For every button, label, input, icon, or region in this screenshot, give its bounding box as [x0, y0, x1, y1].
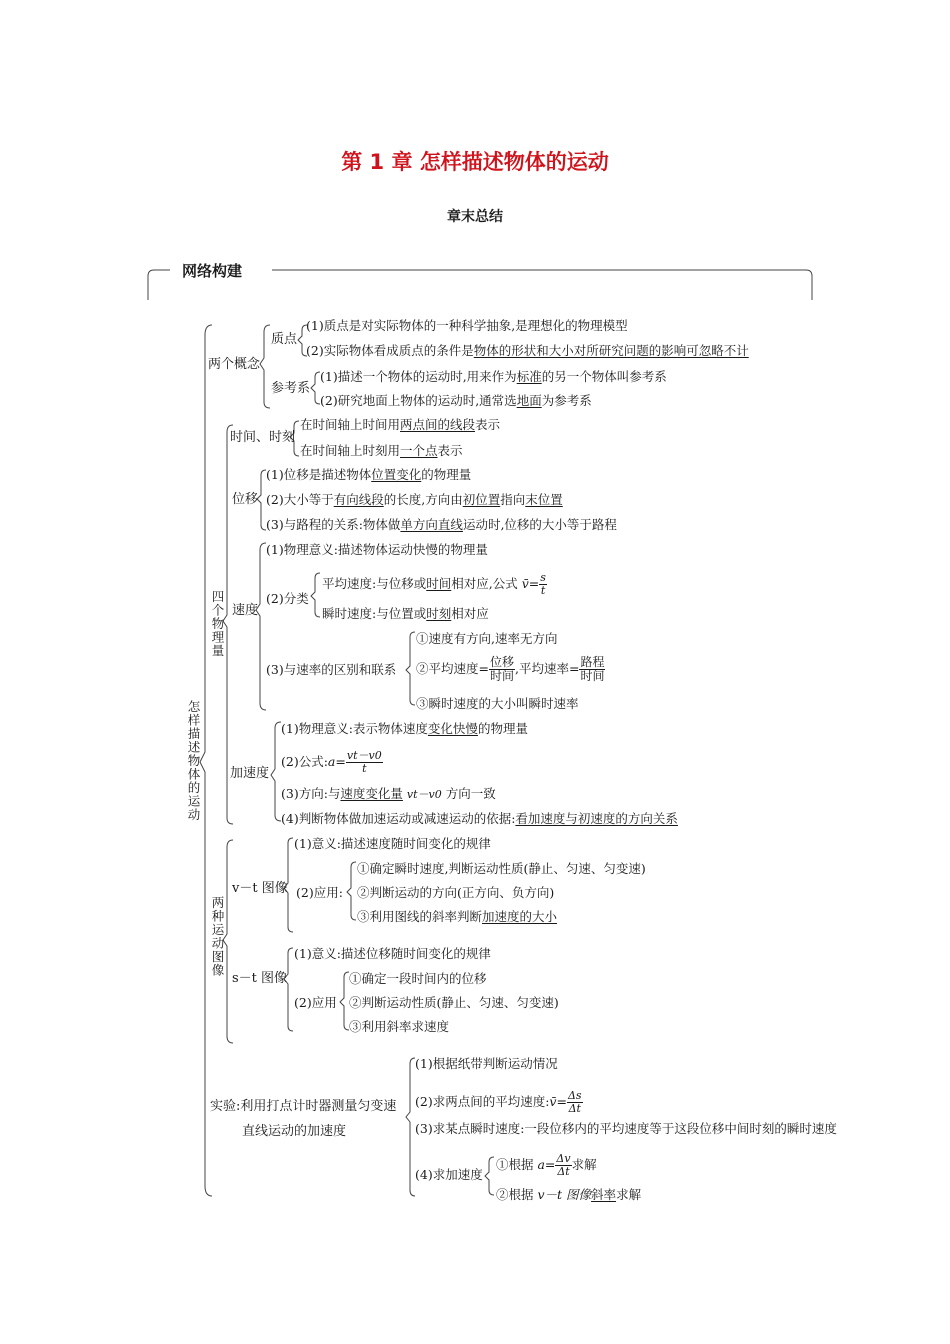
acc-label: 加速度 — [230, 766, 270, 781]
vel-rate-3: ③瞬时速度的大小叫瞬时速率 — [416, 696, 579, 711]
exp-label-1: 实验:利用打点计时器测量匀变速 — [210, 1099, 397, 1114]
vt-app-3: ③利用图线的斜率判断加速度的大小 — [357, 909, 558, 924]
exp-brace — [406, 1058, 415, 1196]
exp-acc-1: ①根据 a= $\frac{\Delta v}{\Delta t}$ 求解 — [496, 1152, 597, 1178]
section-frame-right — [272, 270, 812, 300]
exp-acc-2: ②根据 v－t 图像斜率求解 — [496, 1187, 642, 1202]
st-line-2: (2)应用 — [294, 995, 337, 1010]
particle-label: 质点 — [271, 332, 298, 347]
frame-line-1: (1)描述一个物体的运动时,用来作为标准的另一个物体叫参考系 — [320, 369, 667, 384]
vel-line-3: (3)与速率的区别和联系 — [266, 662, 397, 677]
graphs-label: 两种运动图像 — [210, 896, 225, 977]
vel-rate-1: ①速度有方向,速率无方向 — [416, 631, 558, 646]
acc-line-4: (4)判断物体做加速运动或减速运动的依据:看加速度与初速度的方向关系 — [281, 811, 678, 826]
vt-app-2: ②判断运动的方向(正方向、负方向) — [357, 885, 555, 900]
disp-label: 位移 — [232, 492, 259, 507]
vt-label: v－t 图像 — [232, 881, 288, 896]
vel-rate-2: ②平均速度= $\frac{\text{位移}}{\text{时间}}$ ,平均速率= $\frac{\text{路程}}{\text{时间}}$ — [416, 655, 605, 683]
quantities-label: 四个物理量 — [210, 590, 225, 658]
st-app-1: ①确定一段时间内的位移 — [349, 971, 487, 986]
exp-line-3: (3)求某点瞬时速度:一段位移内的平均速度等于这段位移中间时刻的瞬时速度 — [415, 1121, 837, 1136]
time-label: 时间、时刻 — [230, 430, 296, 445]
frame-label: 参考系 — [271, 381, 311, 396]
vel-inst: 瞬时速度:与位置或时刻相对应 — [322, 606, 489, 621]
vel-class-brace — [311, 573, 320, 617]
disp-line-1: (1)位移是描述物体位置变化的物理量 — [266, 467, 472, 482]
disp-brace — [257, 470, 266, 530]
acc-line-2: (2)公式:a= $\frac{vt-v0}{t}$ — [281, 749, 382, 775]
vt-app-1: ①确定瞬时速度,判断运动性质(静止、匀速、匀变速) — [357, 861, 646, 876]
vt-app-brace — [347, 862, 356, 920]
st-label: s－t 图像 — [232, 971, 288, 986]
page-title: 第 1 章 怎样描述物体的运动 — [341, 150, 609, 174]
exp-acc-brace — [485, 1157, 494, 1195]
frame-brace — [311, 372, 320, 404]
disp-line-2: (2)大小等于有向线段的长度,方向由初位置指向末位置 — [266, 492, 563, 507]
vel-brace — [256, 543, 266, 710]
section-heading: 网络构建 — [182, 262, 243, 280]
st-app-brace — [340, 972, 349, 1030]
particle-line-2: (2)实际物体看成质点的条件是物体的形状和大小对所研究问题的影响可忽略不计 — [306, 343, 749, 358]
exp-line-2: (2)求两点间的平均速度:v̄= $\frac{\Delta s}{\Delta t}$ — [415, 1089, 582, 1115]
concepts-brace — [260, 325, 270, 408]
st-line-1: (1)意义:描述位移随时间变化的规律 — [294, 946, 491, 961]
exp-label-2: 直线运动的加速度 — [242, 1124, 347, 1139]
disp-line-3: (3)与路程的关系:物体做单方向直线运动时,位移的大小等于路程 — [266, 517, 617, 532]
vel-rate-brace — [406, 632, 415, 705]
exp-line-4: (4)求加速度 — [415, 1167, 483, 1182]
time-line-2: 在时间轴上时刻用一个点表示 — [300, 443, 463, 458]
vel-line-2: (2)分类 — [266, 591, 309, 606]
time-line-1: 在时间轴上时间用两点间的线段表示 — [300, 417, 501, 432]
vt-line-2: (2)应用: — [296, 885, 343, 900]
root-label: 怎样描述物体的运动 — [186, 700, 201, 822]
concepts-label: 两个概念 — [208, 357, 261, 372]
acc-line-3: (3)方向:与速度变化量 vt－v0 方向一致 — [281, 786, 496, 801]
section-frame-left — [148, 270, 170, 300]
frame-line-2: (2)研究地面上物体的运动时,通常选地面为参考系 — [320, 393, 592, 408]
particle-line-1: (1)质点是对实际物体的一种科学抽象,是理想化的物理模型 — [306, 318, 628, 333]
st-brace — [284, 948, 293, 1031]
st-app-2: ②判断运动性质(静止、匀速、匀变速) — [349, 995, 559, 1010]
vt-line-1: (1)意义:描述速度随时间变化的规律 — [294, 836, 491, 851]
st-app-3: ③利用斜率求速度 — [349, 1019, 450, 1034]
vel-label: 速度 — [232, 603, 259, 618]
acc-line-1: (1)物理意义:表示物体速度变化快慢的物理量 — [281, 721, 528, 736]
vel-line-1: (1)物理意义:描述物体运动快慢的物理量 — [266, 542, 488, 557]
page-subtitle: 章末总结 — [447, 209, 503, 225]
vel-avg: 平均速度:与位移或时间相对应,公式 v̄= $\frac{s}{t}$ — [322, 571, 546, 597]
exp-line-1: (1)根据纸带判断运动情况 — [415, 1056, 558, 1071]
acc-brace — [271, 722, 281, 821]
